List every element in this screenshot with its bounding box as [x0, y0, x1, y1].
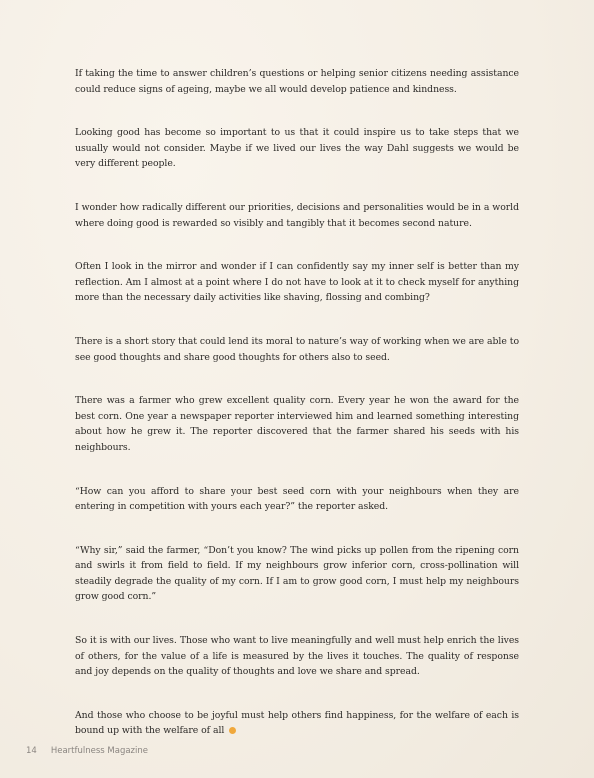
paragraph: Often I look in the mirror and wonder if I can confidently say my inner self is better than my reflection. Am I almost at a point where I do not have to look at it to check myself for anything more than the necessary daily activities like shaving, flossing and combing? [75, 261, 519, 304]
page-footer [26, 746, 148, 756]
end-of-article-dot-icon [229, 727, 236, 734]
article-body [75, 66, 519, 739]
paragraph: If taking the time to answer children’s questions or helping senior citizens needing assistance could reduce signs of ageing, maybe we all would develop patience and kindness. [75, 68, 519, 95]
paragraph: “Why sir,” said the farmer, “Don’t you know? The wind picks up pollen from the ripening corn and swirls it from field to field. If my neighbours grow inferior corn, cross-pollination will steadily degrade the quality of my corn. If I am to grow good corn, I must help my neighbours grow good corn.” [75, 544, 519, 603]
page-number: 14 [26, 746, 37, 756]
paragraph: There was a farmer who grew excellent quality corn. Every year he won the award for the best corn. One year a newspaper reporter interviewed him and learned something interesting about how he grew it. The reporter discovered that the farmer shared his seeds with his neighbours. [75, 395, 519, 453]
paragraph: So it is with our lives. Those who want to live meaningfully and well must help enrich the lives of others, for the value of a life is measured by the lives it touches. The quality of response and joy depends on the quality of thoughts and love we share and spread. [75, 635, 519, 678]
final-paragraph [75, 708, 519, 739]
magazine-name: Heartfulness Magazine [50, 746, 148, 756]
paragraph: “How can you afford to share your best seed corn with your neighbours when they are entering in competition with yours each year?” the reporter asked. [75, 485, 519, 513]
final-paragraph-text: And those who choose to be joyful must help others find happiness, for the welfare of each is bound up with the welfare of all [75, 709, 519, 737]
paragraph: There is a short story that could lend its moral to nature’s way of working when we are able to see good thoughts and share good thoughts for others also to seed. [75, 335, 519, 363]
paragraph: I wonder how radically different our priorities, decisions and personalities would be in a world where doing good is rewarded so visibly and tangibly that it becomes second nature. [75, 201, 519, 229]
paragraph: Looking good has become so important to us that it could inspire us to take steps that we usually would not consider. Maybe if we lived our lives the way Dahl suggests we would be very different people. [75, 127, 519, 170]
